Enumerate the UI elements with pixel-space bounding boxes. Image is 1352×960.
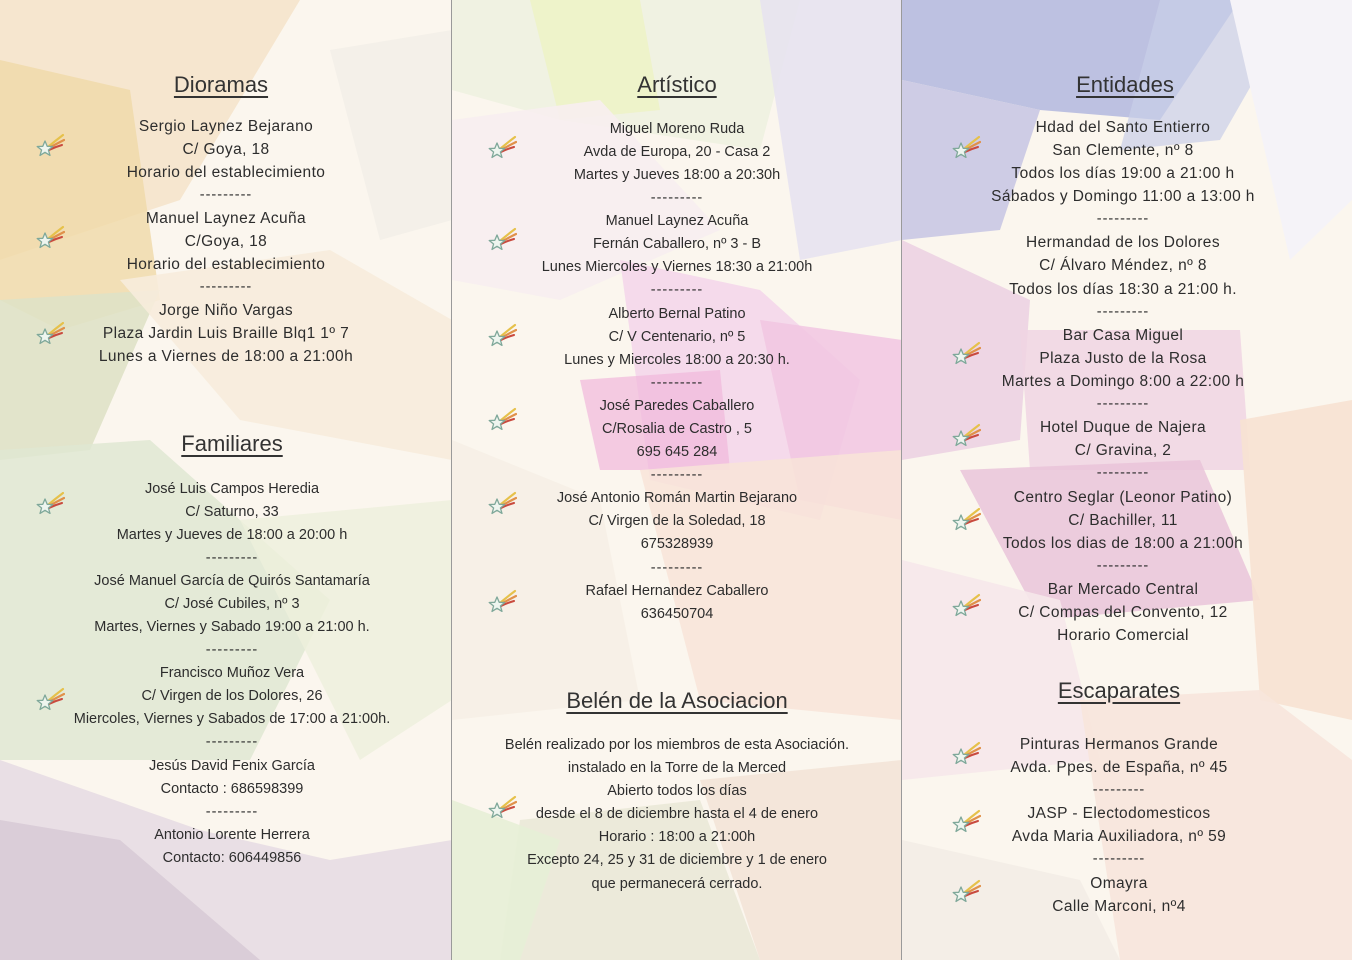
- section-title-artistico: Artístico: [637, 72, 717, 97]
- separator: ---------: [205, 642, 259, 658]
- shooting-star-icon: [35, 132, 65, 162]
- entry-line: Bar Mercado Central: [1047, 581, 1199, 598]
- separator: ---------: [1096, 396, 1150, 412]
- entry-line: Abierto todos los días: [607, 783, 747, 799]
- section-title-belen: Belén de la Asociacion: [566, 688, 788, 713]
- separator: ---------: [1092, 851, 1146, 867]
- fold-divider-left: [451, 0, 452, 960]
- entry-line: instalado en la Torre de la Merced: [567, 760, 787, 776]
- entry-line: desde el 8 de diciembre hasta el 4 de enero: [535, 806, 819, 822]
- entry-line: Martes a Domingo 8:00 a 22:00 h: [1001, 373, 1245, 390]
- entry-line: Sábados y Domingo 11:00 a 13:00 h: [991, 188, 1255, 205]
- entry-line: José Luis Campos Heredia: [144, 481, 320, 497]
- entry-line: Martes y Jueves 18:00 a 20:30h: [573, 167, 781, 183]
- entry-line: C/ Compas del Convento, 12: [1018, 604, 1228, 621]
- separator: ---------: [205, 804, 259, 820]
- entry-line: 675328939: [640, 536, 714, 552]
- entry-line: Plaza Justo de la Rosa: [1039, 350, 1207, 367]
- shooting-star-icon: [487, 134, 517, 164]
- separator: ---------: [650, 282, 704, 298]
- entry-line: Alberto Bernal Patino: [608, 306, 746, 322]
- separator: ---------: [650, 560, 704, 576]
- separator: ---------: [199, 187, 253, 203]
- entry-line: 636450704: [640, 606, 714, 622]
- column-middle: [452, 0, 902, 960]
- entry-line: Contacto: 606449856: [162, 850, 302, 866]
- entry-line: Omayra: [1090, 875, 1148, 892]
- entry-line: Horario : 18:00 a 21:00h: [598, 829, 756, 845]
- entry-line: Manuel Laynez Acuña: [145, 210, 307, 227]
- separator: ---------: [650, 190, 704, 206]
- entry-line: C/ Saturno, 33: [185, 504, 279, 520]
- separator: ---------: [1096, 558, 1150, 574]
- entry-line: que permanecerá cerrado.: [591, 876, 763, 892]
- shooting-star-icon: [951, 134, 981, 164]
- entry-line: Horario del establecimiento: [126, 164, 326, 181]
- entry-line: Todos los días 18:30 a 21:00 h.: [1009, 281, 1237, 298]
- entry-line: Hdad del Santo Entierro: [1035, 119, 1211, 136]
- section-title-dioramas: Dioramas: [173, 72, 269, 97]
- entry-line: C/ Virgen de los Dolores, 26: [141, 688, 323, 704]
- separator: ---------: [1096, 465, 1150, 481]
- entry-line: Fernán Caballero, nº 3 - B: [592, 236, 762, 252]
- entry-line: José Manuel García de Quirós Santamaría: [94, 573, 370, 589]
- separator: ---------: [205, 734, 259, 750]
- entry-line: C/ Gravina, 2: [1074, 442, 1172, 459]
- entry-line: C/Goya, 18: [184, 233, 268, 250]
- entry-line: Avda. Ppes. de España, nº 45: [1010, 759, 1228, 776]
- entry-line: Contacto : 686598399: [160, 781, 304, 797]
- section-title-escaparates: Escaparates: [1057, 678, 1181, 703]
- shooting-star-icon: [487, 490, 517, 520]
- entry-line: Bar Casa Miguel: [1062, 327, 1184, 344]
- entry-line: Calle Marconi, nº4: [1052, 898, 1186, 915]
- shooting-star-icon: [487, 406, 517, 436]
- entry-line: 695 645 284: [636, 444, 718, 460]
- shooting-star-icon: [951, 506, 981, 536]
- shooting-star-icon: [35, 320, 65, 350]
- shooting-star-icon: [951, 422, 981, 452]
- entry-line: Belén realizado por los miembros de esta Asociación.: [504, 737, 850, 753]
- entry-line: C/ Virgen de la Soledad, 18: [588, 513, 766, 529]
- shooting-star-icon: [487, 794, 517, 824]
- entry-line: Plaza Jardin Luis Braille Blq1 1º 7: [102, 325, 350, 342]
- shooting-star-icon: [487, 322, 517, 352]
- entry-line: Francisco Muñoz Vera: [159, 665, 305, 681]
- entry-line: Avda de Europa, 20 - Casa 2: [583, 144, 771, 160]
- entry-line: Martes, Viernes y Sabado 19:00 a 21:00 h.: [94, 619, 370, 635]
- entry-line: C/ José Cubiles, nº 3: [164, 596, 300, 612]
- entry-line: Excepto 24, 25 y 31 de diciembre y 1 de enero: [527, 852, 827, 868]
- entry-line: Sergio Laynez Bejarano: [138, 118, 314, 135]
- entry-line: Manuel Laynez Acuña: [605, 213, 749, 229]
- shooting-star-icon: [487, 588, 517, 618]
- entry-line: Avda Maria Auxiliadora, nº 59: [1011, 828, 1227, 845]
- entry-line: C/ Goya, 18: [182, 141, 270, 158]
- entry-line: Lunes y Miercoles 18:00 a 20:30 h.: [564, 352, 790, 368]
- entry-line: Hotel Duque de Najera: [1039, 419, 1207, 436]
- shooting-star-icon: [951, 808, 981, 838]
- entry-line: Todos los dias de 18:00 a 21:00h: [1002, 535, 1244, 552]
- separator: ---------: [1096, 211, 1150, 227]
- shooting-star-icon: [487, 226, 517, 256]
- entry-line: Jesús David Fenix García: [148, 758, 315, 774]
- entry-line: Miguel Moreno Ruda: [609, 121, 745, 137]
- entry-line: José Paredes Caballero: [599, 398, 755, 414]
- entry-line: Martes y Jueves de 18:00 a 20:00 h: [116, 527, 348, 543]
- separator: ---------: [650, 467, 704, 483]
- entry-line: Centro Seglar (Leonor Patino): [1013, 489, 1233, 506]
- separator: ---------: [1096, 304, 1150, 320]
- separator: ---------: [1092, 782, 1146, 798]
- shooting-star-icon: [951, 340, 981, 370]
- entry-line: Horario Comercial: [1057, 627, 1189, 644]
- shooting-star-icon: [951, 878, 981, 908]
- entry-line: Jorge Niño Vargas: [158, 302, 294, 319]
- shooting-star-icon: [35, 490, 65, 520]
- shooting-star-icon: [951, 592, 981, 622]
- entry-line: Horario del establecimiento: [126, 256, 326, 273]
- shooting-star-icon: [35, 686, 65, 716]
- entry-line: San Clemente, nº 8: [1052, 142, 1194, 159]
- shooting-star-icon: [951, 740, 981, 770]
- section-title-entidades: Entidades: [1076, 72, 1174, 97]
- entry-line: Pinturas Hermanos Grande: [1019, 736, 1219, 753]
- entry-line: Antonio Lorente Herrera: [154, 827, 310, 843]
- section-title-familiares: Familiares: [181, 431, 283, 456]
- fold-divider-right: [901, 0, 902, 960]
- entry-line: Hermandad de los Dolores: [1026, 234, 1220, 251]
- entry-line: Todos los días 19:00 a 21:00 h: [1011, 165, 1235, 182]
- entry-line: JASP - Electodomesticos: [1027, 805, 1211, 822]
- entry-line: C/ Álvaro Méndez, nº 8: [1039, 257, 1207, 274]
- entry-line: José Antonio Román Martin Bejarano: [556, 490, 798, 506]
- entry-line: Lunes a Viernes de 18:00 a 21:00h: [98, 348, 354, 365]
- separator: ---------: [199, 279, 253, 295]
- entry-line: C/Rosalia de Castro , 5: [602, 421, 752, 437]
- entry-line: Lunes Miercoles y Viernes 18:30 a 21:00h: [541, 259, 813, 275]
- entry-line: Miercoles, Viernes y Sabados de 17:00 a 21:00h.: [73, 711, 391, 727]
- separator: ---------: [650, 375, 704, 391]
- column-left: [0, 0, 452, 960]
- entry-line: Rafael Hernandez Caballero: [585, 583, 769, 599]
- entry-line: C/ Bachiller, 11: [1068, 512, 1178, 529]
- entry-line: C/ V Centenario, nº 5: [608, 329, 746, 345]
- separator: ---------: [205, 550, 259, 566]
- shooting-star-icon: [35, 224, 65, 254]
